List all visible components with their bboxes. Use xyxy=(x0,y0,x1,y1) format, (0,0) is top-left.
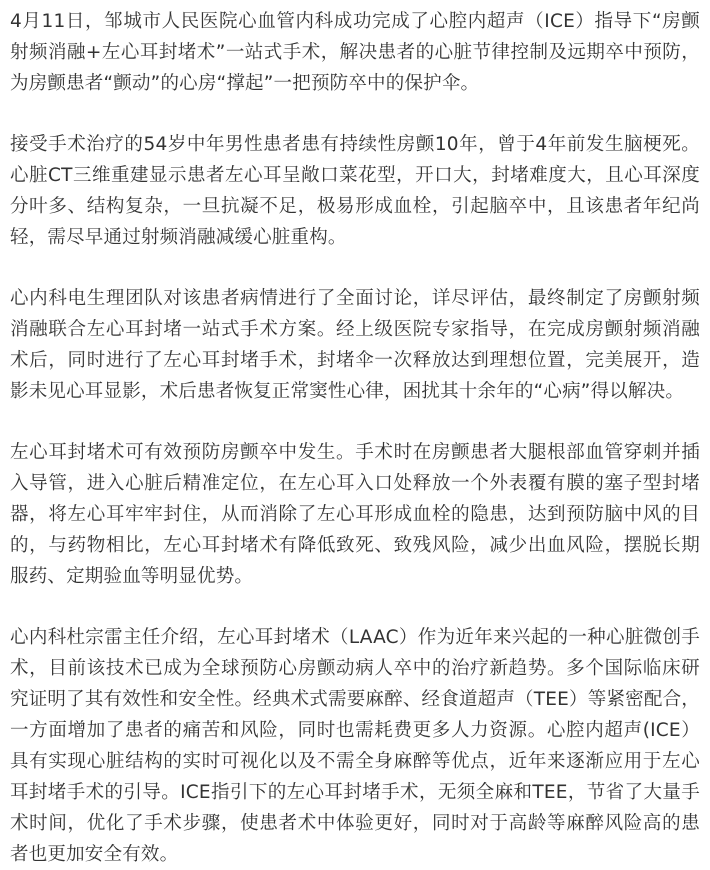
article-paragraph-1: 4月11日，邹城市人民医院心血管内科成功完成了心腔内超声（ICE）指导下“房颤射频消融+左心耳封堵术”一站式手术，解决患者的心脏节律控制及远期卒中预防，为房颤患者“颤动”的心房“撑起”一把预防卒中的保护伞。 xyxy=(10,11,700,94)
article-paragraph-4: 左心耳封堵术可有效预防房颤卒中发生。手术时在房颤患者大腿根部血管穿刺并插入导管，进入心脏后精准定位，在左心耳入口处释放一个外表覆有膜的塞子型封堵器，将左心耳牢牢封住，从而消除了左心耳形成血栓的隐患，达到预防脑中风的目的，与药物相比，左心耳封堵术有降低致死、致残风险，减少出血风险，摆脱长期服药、定期验血等明显优势。 xyxy=(10,442,700,587)
article-paragraph-3: 心内科电生理团队对该患者病情进行了全面讨论，详尽评估，最终制定了房颤射频消融联合左心耳封堵一站式手术方案。经上级医院专家指导，在完成房颤射频消融术后，同时进行了左心耳封堵手术，封堵伞一次释放达到理想位置，完美展开，造影未见心耳显影，术后患者恢复正常窦性心律，困扰其十余年的“心病”得以解决。 xyxy=(10,288,700,402)
article-paragraph-5: 心内科杜宗雷主任介绍，左心耳封堵术（LAAC）作为近年来兴起的一种心脏微创手术，目前该技术已成为全球预防心房颤动病人卒中的治疗新趋势。多个国际临床研究证明了其有效性和安全性。经典术式需要麻醉、经食道超声（TEE）等紧密配合，一方面增加了患者的痛苦和风险，同时也需耗费更多人力资源。心腔内超声(ICE）具有实现心脏结构的实时可视化以及不需全身麻醉等优点，近年来逐渐应用于左心耳封堵手术的引导。ICE指引下的左心耳封堵手术，无须全麻和TEE，节省了大量手术时间，优化了手术步骤，使患者术中体验更好，同时对于高龄等麻醉风险高的患者也更加安全有效。 xyxy=(10,627,700,865)
article-paragraph-2: 接受手术治疗的54岁中年男性患者患有持续性房颤10年，曾于4年前发生脑梗死。心脏CT三维重建显示患者左心耳呈敞口菜花型，开口大，封堵难度大，且心耳深度分叶多、结构复杂，一旦抗凝不足，极易形成血栓，引起脑卒中，且该患者年纪尚轻，需尽早通过射频消融减缓心脏重构。 xyxy=(10,134,700,248)
